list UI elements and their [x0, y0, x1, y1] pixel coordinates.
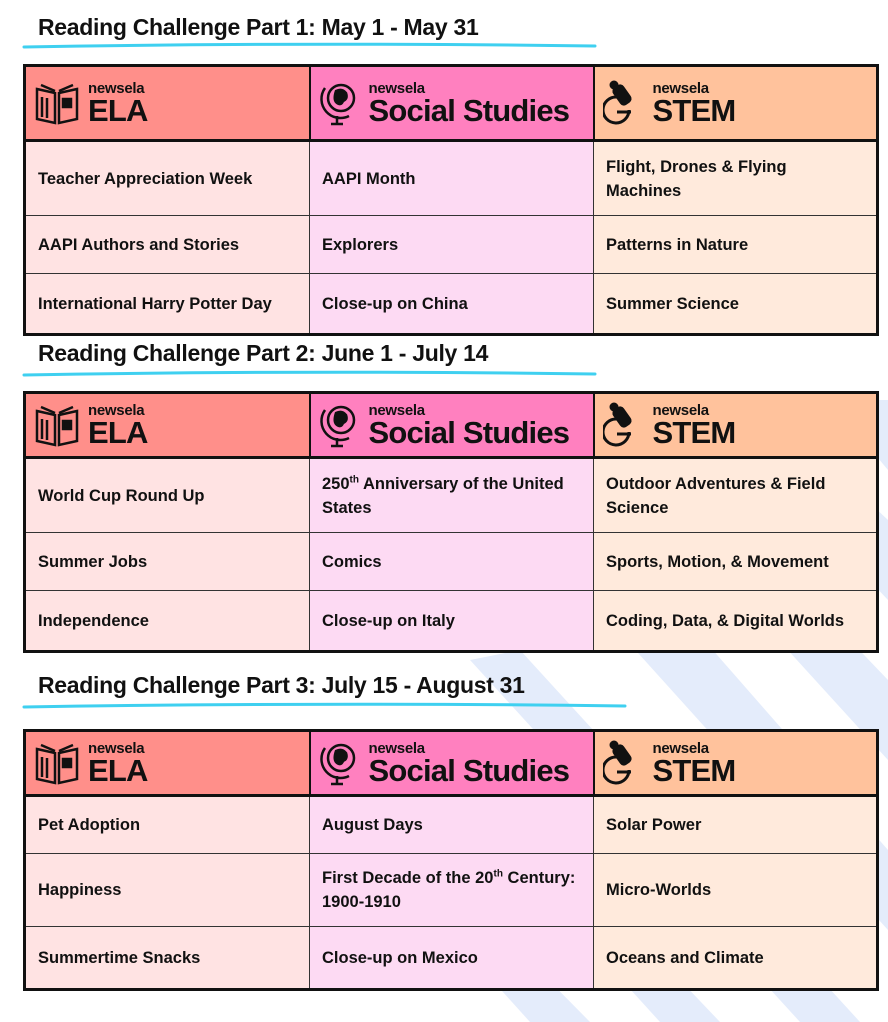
- topic-cell-ss: August Days: [310, 796, 594, 854]
- newsela-ss-logo: [319, 80, 585, 126]
- section-title: Reading Challenge Part 3: July 15 - August 31: [38, 672, 525, 698]
- topic-cell-ela: AAPI Authors and Stories: [25, 216, 310, 274]
- topic-cell-ss: First Decade of the 20th Century: 1900-1910: [310, 854, 594, 927]
- globe-icon: [319, 740, 361, 786]
- subject-name: ELA: [88, 92, 148, 128]
- subject-name: Social Studies: [368, 92, 570, 128]
- topic-cell-ss: AAPI Month: [310, 141, 594, 216]
- brand-name: newsela: [652, 401, 709, 419]
- book-icon: [34, 741, 80, 785]
- newsela-ela-logo: [34, 741, 301, 786]
- brand-name: newsela: [652, 79, 709, 97]
- newsela-ss-logo: [319, 402, 585, 448]
- challenge-table: [23, 729, 879, 991]
- table-row: [25, 533, 878, 591]
- header-stem: [594, 393, 878, 458]
- brand-name: newsela: [88, 79, 145, 97]
- header-ss: [310, 393, 594, 458]
- header-ela: [25, 731, 310, 796]
- title-underline: [22, 702, 627, 710]
- table-row: [25, 216, 878, 274]
- topic-cell-stem: Oceans and Climate: [594, 927, 878, 990]
- brand-name: newsela: [652, 739, 709, 757]
- topic-cell-stem: Micro-Worlds: [594, 854, 878, 927]
- newsela-ela-logo: [34, 403, 301, 448]
- title-underline: [22, 370, 597, 378]
- topic-cell-ela: Summer Jobs: [25, 533, 310, 591]
- globe-icon: [319, 80, 361, 126]
- newsela-stem-logo: [603, 80, 869, 126]
- topic-cell-ela: Teacher Appreciation Week: [25, 141, 310, 216]
- topic-cell-stem: Patterns in Nature: [594, 216, 878, 274]
- microscope-icon: [603, 740, 645, 786]
- newsela-ss-logo: [319, 740, 585, 786]
- brand-name: newsela: [368, 739, 425, 757]
- topic-cell-ss: Explorers: [310, 216, 594, 274]
- topic-cell-stem: Coding, Data, & Digital Worlds: [594, 591, 878, 652]
- topic-cell-ela: Pet Adoption: [25, 796, 310, 854]
- topic-cell-ela: Independence: [25, 591, 310, 652]
- header-ela: [25, 66, 310, 141]
- subject-name: Social Studies: [368, 752, 570, 788]
- header-ss: [310, 66, 594, 141]
- header-ss: [310, 731, 594, 796]
- header-ela: [25, 393, 310, 458]
- title-underline: [22, 42, 597, 50]
- brand-name: newsela: [88, 739, 145, 757]
- microscope-icon: [603, 402, 645, 448]
- subject-name: ELA: [88, 752, 148, 788]
- table-row: [25, 854, 878, 927]
- subject-name: Social Studies: [368, 414, 570, 450]
- table-row: [25, 458, 878, 533]
- newsela-stem-logo: [603, 740, 869, 786]
- topic-cell-ela: World Cup Round Up: [25, 458, 310, 533]
- topic-cell-stem: Summer Science: [594, 274, 878, 335]
- topic-cell-ss: Comics: [310, 533, 594, 591]
- newsela-stem-logo: [603, 402, 869, 448]
- table-row: [25, 796, 878, 854]
- book-icon: [34, 81, 80, 125]
- challenge-table: [23, 391, 879, 653]
- header-stem: [594, 66, 878, 141]
- subject-name: ELA: [88, 414, 148, 450]
- globe-icon: [319, 402, 361, 448]
- section-title: Reading Challenge Part 1: May 1 - May 31: [38, 14, 479, 40]
- header-row: [25, 731, 878, 796]
- topic-cell-stem: Flight, Drones & Flying Machines: [594, 141, 878, 216]
- topic-cell-ss: Close-up on Mexico: [310, 927, 594, 990]
- topic-cell-ss: Close-up on Italy: [310, 591, 594, 652]
- header-stem: [594, 731, 878, 796]
- challenge-table: [23, 64, 879, 336]
- brand-name: newsela: [368, 401, 425, 419]
- header-row: [25, 393, 878, 458]
- header-row: [25, 66, 878, 141]
- brand-name: newsela: [368, 79, 425, 97]
- subject-name: STEM: [652, 92, 736, 128]
- table-row: [25, 141, 878, 216]
- topic-cell-ss: Close-up on China: [310, 274, 594, 335]
- topic-cell-stem: Sports, Motion, & Movement: [594, 533, 878, 591]
- microscope-icon: [603, 80, 645, 126]
- table-row: [25, 927, 878, 990]
- table-row: [25, 591, 878, 652]
- newsela-ela-logo: [34, 81, 301, 126]
- topic-cell-stem: Solar Power: [594, 796, 878, 854]
- section-title: Reading Challenge Part 2: June 1 - July 14: [38, 340, 489, 366]
- table-row: [25, 274, 878, 335]
- book-icon: [34, 403, 80, 447]
- topic-cell-ela: International Harry Potter Day: [25, 274, 310, 335]
- subject-name: STEM: [652, 414, 736, 450]
- topic-cell-ela: Summertime Snacks: [25, 927, 310, 990]
- subject-name: STEM: [652, 752, 736, 788]
- topic-cell-stem: Outdoor Adventures & Field Science: [594, 458, 878, 533]
- topic-cell-ss: 250th Anniversary of the United States: [310, 458, 594, 533]
- brand-name: newsela: [88, 401, 145, 419]
- topic-cell-ela: Happiness: [25, 854, 310, 927]
